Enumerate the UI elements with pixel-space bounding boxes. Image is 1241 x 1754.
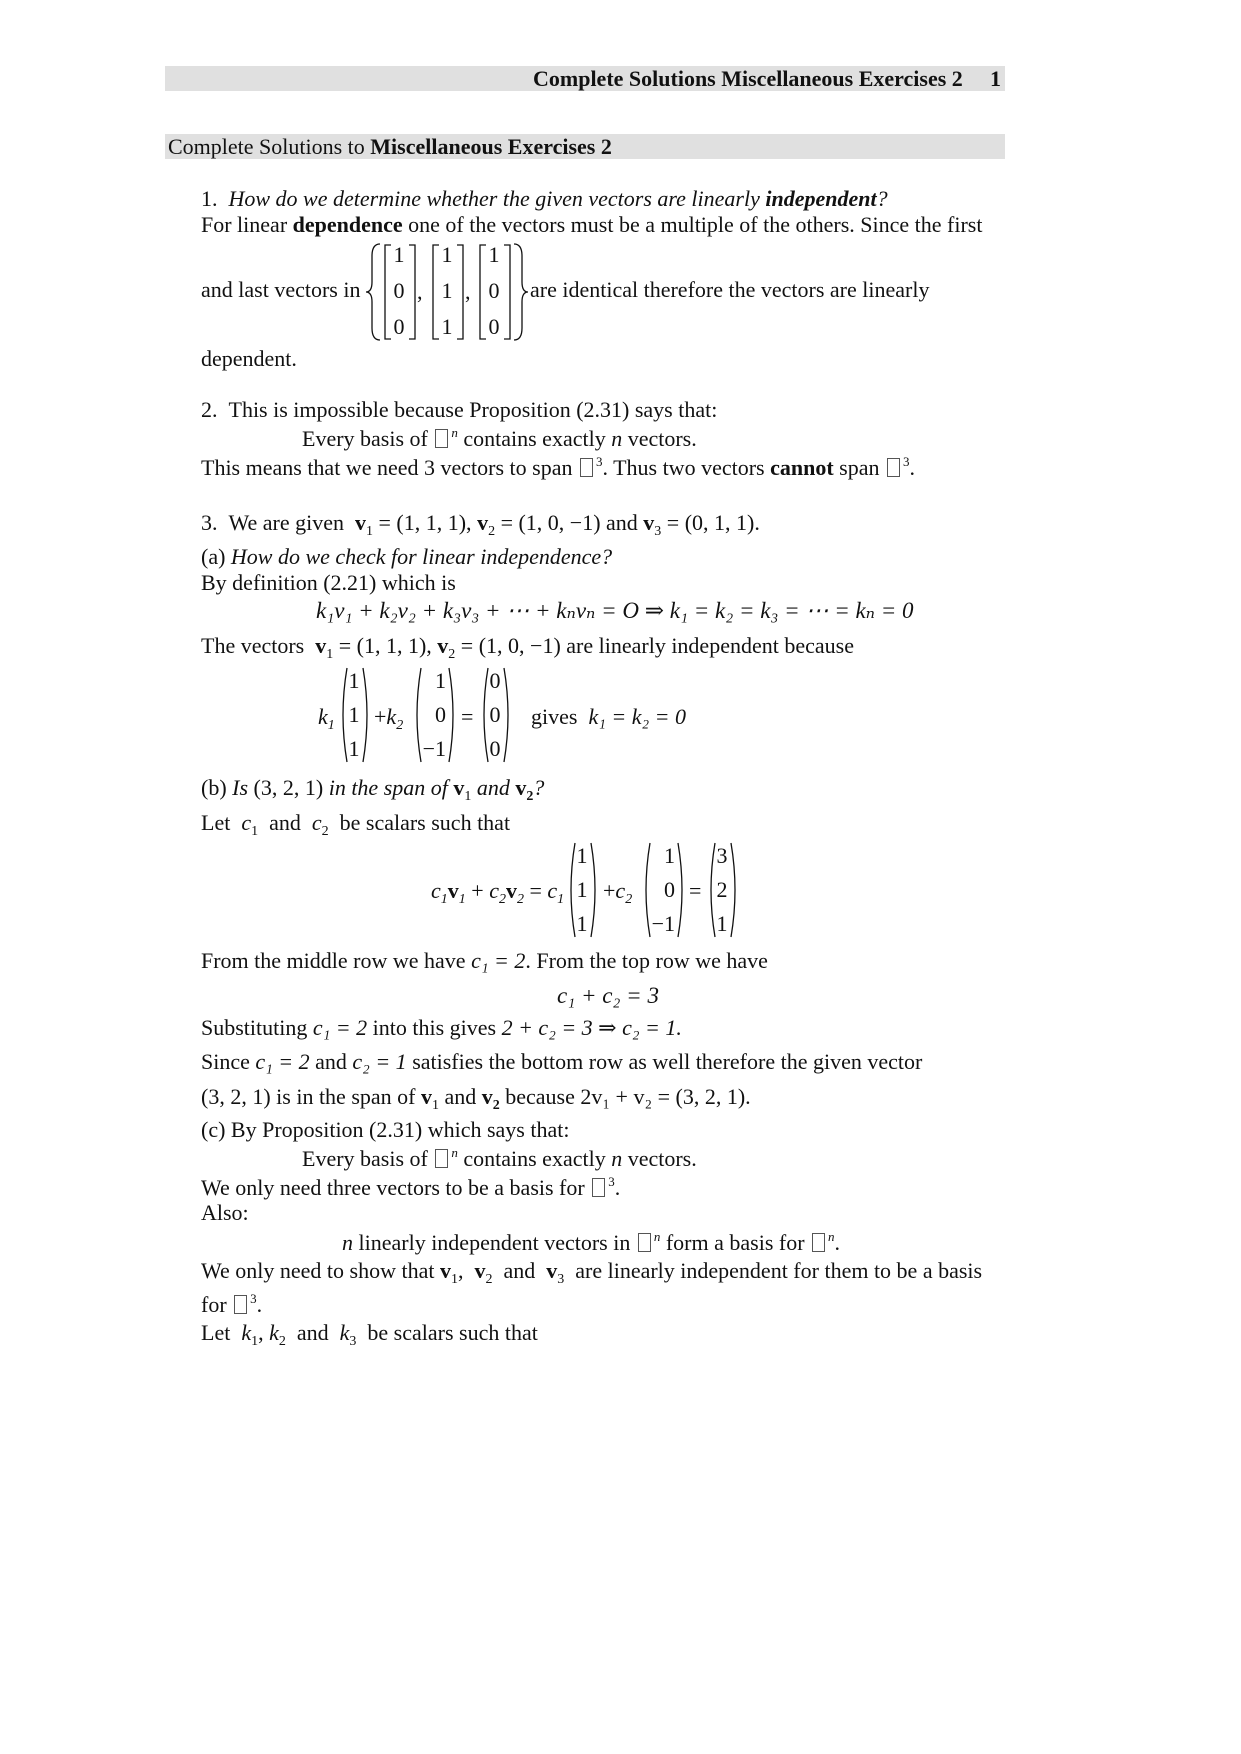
q3c-let-and: and — [296, 1320, 329, 1345]
q3b-comb-vec-b-e2: 0 — [664, 877, 675, 902]
page-number: 1 — [990, 66, 1001, 91]
q3b-subst-a: Substituting — [201, 1015, 308, 1040]
q3-gives — [531, 704, 686, 730]
q3b-subst-b: into this gives — [372, 1015, 497, 1040]
q3-indep-paren-r3 — [503, 667, 513, 763]
q1-comma-2: , — [465, 279, 471, 304]
real-numbers-symbol — [887, 458, 900, 477]
q1-question — [201, 186, 888, 212]
q1-set-brace-left — [368, 242, 382, 342]
q3-indep-vec-zero-e2: 0 — [489, 702, 501, 727]
q1-line1-c: one of the vectors must be a multiple of the others. Since the first — [402, 212, 983, 237]
q3b-span-and: and — [444, 1084, 477, 1109]
q1-vec3-e2: 0 — [488, 278, 500, 303]
q1-vec1 — [390, 244, 408, 338]
q3b-comb-lhs: $c_1v_1 + c_2v_2 = c_1$ — [431, 878, 565, 907]
q3c-n-linear-a: linearly independent vectors in — [353, 1230, 636, 1255]
q3c-n-linear-c: . — [834, 1230, 841, 1255]
q3-indep-vec-b-e1: 1 — [435, 668, 446, 693]
q3a-question-text: How do we check for linear independence? — [230, 544, 613, 569]
q2-quote-sup-n: n — [451, 425, 458, 440]
q3-definition-equation: k₁v₁ + k₂v₂ + k₃v₃ + ⋯ + kₙvₙ = O ⇒ k₁ = k₂ = k₃ = ⋯ = kₙ = 0 — [316, 598, 914, 623]
q1-number: 1. — [201, 186, 218, 211]
q3-vectors-v1-value: = (1, 1, 1), — [338, 633, 432, 658]
q3b-comb-vec-a-e1: 1 — [576, 843, 588, 868]
q1-vec1-e1: 1 — [393, 242, 405, 267]
q3b-span-v1: v — [420, 1084, 432, 1109]
q3c-need3 — [201, 1175, 620, 1201]
q2-line3-a: This means that we need 3 vectors to span — [201, 455, 578, 480]
q1-set-brace-right — [512, 242, 526, 342]
q3-k1-coef: $k_1$ — [318, 704, 335, 733]
section-title-bold: Miscellaneous Exercises 2 — [370, 134, 612, 159]
q3-given-text: We are given — [228, 510, 344, 535]
q3c-for — [201, 1292, 262, 1318]
q2-quote-b: contains exactly — [457, 426, 612, 451]
q3-indep-paren-r1 — [362, 667, 372, 763]
q3-vectors-v1: v — [315, 633, 327, 658]
q3c-n-linear-sup2: n — [828, 1229, 835, 1244]
q3b-since-b: satisfies the bottom row as well therefore the given vector — [412, 1049, 923, 1074]
q3c-quote-n: n — [611, 1146, 623, 1171]
q3b-top-equation: c₁ + c₂ = 3 — [557, 983, 659, 1008]
q3-k2-coef: $+k_2$ — [374, 704, 404, 733]
q3b-let-line: Let $c_1$ and $c_2$ be scalars such that — [201, 810, 511, 839]
q3b-comb-paren-r1 — [590, 842, 600, 938]
q3b-label: (b) — [201, 775, 227, 800]
q3c-quote — [302, 1146, 697, 1172]
q3-vectors-v2-value: = (1, 0, −1) — [460, 633, 561, 658]
q3c-quote-sup-n: n — [451, 1145, 458, 1160]
q1-question-bold: independent — [765, 186, 877, 211]
q3b-subst-eq2: 2 + c₂ = 3 ⇒ c₂ = 1. — [501, 1015, 682, 1040]
q3c-line: (c) By Proposition (2.31) which says that: — [201, 1117, 570, 1142]
q3c-let: Let — [201, 1320, 231, 1345]
q2-quote-c: vectors. — [622, 426, 697, 451]
q3-gives-equation: k₁ = k₂ = 0 — [588, 704, 686, 729]
q3c-need3-sup: 3 — [608, 1174, 615, 1189]
q2-number: 2. — [201, 397, 218, 422]
q3b-span-tuple: (3, 2, 1) — [201, 1084, 271, 1109]
q3b-middle-row — [201, 948, 768, 974]
q3b-let-c1: c — [241, 810, 252, 835]
q1-vec2-bracket-right — [456, 244, 464, 340]
q3c-let-k: Let $k_1$, $k_2$ and $k_3$ be scalars such that — [201, 1320, 538, 1349]
q3b-comb-vec-target — [712, 845, 732, 935]
q1-vec2-e1: 1 — [441, 242, 453, 267]
q2-quote-n: n — [611, 426, 623, 451]
q3c-quote-c: vectors. — [622, 1146, 697, 1171]
q3b-comb-vec-b-e3: −1 — [651, 911, 675, 936]
q3b-comb-paren-r2 — [677, 842, 687, 938]
q3b-comb-equals: = — [689, 878, 702, 903]
q3c-also: Also: — [201, 1200, 249, 1225]
q3-given: 3. We are given $v_1 = (1$, 1, 1), $v_2 = (1$, 0, −1) and $v_3 = (0$, 1, 1). — [201, 510, 760, 539]
real-numbers-symbol — [580, 458, 593, 477]
real-numbers-symbol — [812, 1233, 825, 1252]
q3-vectors-line-b: are linearly independent because — [566, 633, 854, 658]
q3c-show-and: and — [503, 1258, 536, 1283]
q3-indep-paren-r2 — [448, 667, 458, 763]
q3b-span-eq: 2v₁ + v₂ = (3, 2, 1). — [580, 1084, 751, 1109]
q3c-n-linear-n: n — [342, 1230, 353, 1255]
q3b-span-v2: v — [481, 1084, 493, 1109]
q1-vec2 — [438, 244, 456, 338]
q3c-n-linear — [342, 1230, 840, 1256]
q3b-comb-vec-a — [572, 845, 592, 935]
q3-v3-value: = (0, 1, 1). — [666, 510, 760, 535]
q3c-n-linear-b: form a basis for — [660, 1230, 811, 1255]
q3-v1-symbol: v — [355, 510, 366, 535]
q1-question-mark: ? — [876, 186, 888, 211]
q1-line2-b: are identical therefore the vectors are linearly — [530, 277, 930, 302]
q3-indep-vec-a-e1: 1 — [348, 668, 360, 693]
q1-vec1-bracket-right — [408, 244, 416, 340]
q3-vectors-line: The vectors $v_1 = (1$, 1, 1), $v_2 = (1$, 0, −1) are linearly independent because — [201, 633, 854, 662]
q3b-q-v1: v — [453, 775, 465, 800]
q3b-middle-eq: c₁ = 2 — [471, 948, 526, 973]
q3b-middle-text: From the middle row we have — [201, 948, 466, 973]
q3b-q-tuple: (3, 2, 1) — [253, 775, 324, 800]
q3b-since-a: Since — [201, 1049, 250, 1074]
q3c-show-a: We only need to show that — [201, 1258, 435, 1283]
q3-indep-vec-b — [420, 670, 446, 760]
q3b-q-mark: ? — [533, 775, 545, 800]
q3b-comb-vec-a-e3: 1 — [576, 911, 588, 936]
q3b-question: (b) Is (3, 2, 1) in the span of $v_1$ and $v_2$? — [201, 775, 545, 804]
q2-quote-a: Every basis of — [302, 426, 434, 451]
q1-vec3-e1: 1 — [488, 242, 500, 267]
q3c-show-v2: v — [474, 1258, 486, 1283]
q1-line2-a: and last vectors in — [201, 277, 361, 302]
q3c-let-rest: be scalars such that — [367, 1320, 538, 1345]
q3b-span-a: is in the span of — [276, 1084, 416, 1109]
q1-vec3 — [485, 244, 503, 338]
q3-indep-vec-b-e3: −1 — [422, 736, 446, 761]
q3-indep-equals: = — [461, 704, 474, 729]
q3c-show: We only need to show that $v_1$, $v_2$ and $v_3$ are linearly independent for them to be a basis — [201, 1258, 983, 1287]
q1-line3: dependent. — [201, 346, 297, 371]
q3b-comb-vec-b — [649, 845, 675, 935]
q3c-for-a: for — [201, 1292, 233, 1317]
q3b-let-and: and — [269, 810, 301, 835]
real-numbers-symbol — [592, 1178, 605, 1197]
q3-gives-text: gives — [531, 704, 578, 729]
q3-indep-vec-a-e2: 1 — [348, 702, 360, 727]
q1-vec1-e3: 0 — [393, 314, 405, 339]
q3b-subst-eq1: c₁ = 2 — [312, 1015, 368, 1040]
q3b-comb-vec-a-e2: 1 — [576, 877, 588, 902]
q3-indep-vec-a — [344, 670, 364, 760]
q3a-label: (a) — [201, 544, 226, 569]
q3b-span-line: (3, 2, 1) is in the span of $v_1$ and $v_2$ because 2v₁ + v₂ = (3, 2, 1). — [201, 1084, 751, 1113]
q3b-comb-vec-target-e1: 3 — [716, 843, 728, 868]
q3c-show-v1: v — [439, 1258, 451, 1283]
q2-line1-text: This is impossible because Proposition (2.31) says that: — [228, 397, 718, 422]
section-title-prefix: Complete Solutions to — [168, 134, 371, 159]
q3-v2-symbol: v — [477, 510, 489, 535]
q3b-let: Let — [201, 810, 231, 835]
q3-indep-vec-zero-e3: 0 — [489, 736, 501, 761]
q3b-comb-c2: $+c_2$ — [603, 878, 633, 907]
real-numbers-symbol — [435, 429, 448, 448]
q3b-let-c2: c — [311, 810, 322, 835]
q2-line3-b: . Thus two vectors — [602, 455, 771, 480]
q2-line3-d: span — [833, 455, 885, 480]
q3b-q-b: in the span of — [328, 775, 448, 800]
q2-line3-sup-3: 3 — [595, 454, 603, 469]
q3b-comb-vec-target-e2: 2 — [716, 877, 728, 902]
q3b-q-v2: v — [515, 775, 527, 800]
q3-v1-value: = (1, 1, 1), — [378, 510, 472, 535]
q3b-comb-paren-r3 — [730, 842, 740, 938]
q2-line3-e: . — [909, 455, 915, 480]
q1-vec1-e2: 0 — [393, 278, 405, 303]
q3-vectors-v2: v — [437, 633, 449, 658]
q3b-since-and: and — [315, 1049, 347, 1074]
q1-line1-bold: dependence — [292, 212, 403, 237]
q2-quote — [302, 426, 697, 452]
q3c-quote-b: contains exactly — [457, 1146, 612, 1171]
q3-given-and: and — [606, 510, 638, 535]
q3c-for-sup: 3 — [250, 1291, 257, 1306]
q2-line3-sup-3b: 3 — [903, 454, 910, 469]
q1-vec3-e3: 0 — [488, 314, 500, 339]
q3b-since-eq2: c₂ = 1 — [352, 1049, 407, 1074]
q3-definition-line: By definition (2.21) which is — [201, 570, 456, 595]
q3-v3-symbol: v — [643, 510, 655, 535]
q3-v2-value: = (1, 0, −1) — [500, 510, 601, 535]
q3b-q-and: and — [476, 775, 510, 800]
q3-indep-vec-zero-e1: 0 — [489, 668, 501, 693]
q3-indep-vec-b-e2: 0 — [435, 702, 446, 727]
q3b-span-b: because — [505, 1084, 575, 1109]
q3b-let-rest: be scalars such that — [339, 810, 511, 835]
q3-number: 3. — [201, 510, 218, 535]
q1-vec3-bracket-right — [503, 244, 511, 340]
real-numbers-symbol — [234, 1295, 247, 1314]
real-numbers-symbol — [435, 1149, 448, 1168]
q3b-since-eq1: c₁ = 2 — [255, 1049, 310, 1074]
q1-vec2-e3: 1 — [441, 314, 453, 339]
q3c-n-linear-sup1: n — [653, 1229, 661, 1244]
q2-line1 — [201, 397, 717, 423]
q1-comma-1: , — [417, 279, 423, 304]
q3c-show-v3: v — [546, 1258, 558, 1283]
q3-indep-vec-zero — [485, 670, 505, 760]
q3b-comb-vec-b-e1: 1 — [664, 843, 675, 868]
q3b-substituting — [201, 1015, 682, 1041]
q3c-for-b: . — [256, 1292, 263, 1317]
q3b-since — [201, 1049, 922, 1075]
q3c-show-c: are linearly independent for them to be a basis — [575, 1258, 983, 1283]
q3-indep-vec-a-e3: 1 — [348, 736, 360, 761]
q3b-q-a: Is — [232, 775, 249, 800]
q3c-need3-a: We only need three vectors to be a basis for — [201, 1175, 591, 1200]
section-title — [168, 134, 612, 160]
q1-line1 — [201, 212, 982, 238]
q3c-need3-b: . — [614, 1175, 621, 1200]
q1-line1-a: For linear — [201, 212, 293, 237]
q3b-comb-vec-target-e3: 1 — [716, 911, 728, 936]
running-header-title: Complete Solutions Miscellaneous Exercises 2 — [533, 66, 963, 91]
q2-line3 — [201, 455, 915, 481]
q3-vectors-line-a: The vectors — [201, 633, 305, 658]
q3c-quote-a: Every basis of — [302, 1146, 434, 1171]
q2-line3-bold: cannot — [770, 455, 834, 480]
q3b-middle-rest: . From the top row we have — [525, 948, 768, 973]
q3a-question — [201, 544, 612, 570]
q1-question-text: How do we determine whether the given vectors are linearly — [228, 186, 766, 211]
q1-vec2-e2: 1 — [441, 278, 453, 303]
real-numbers-symbol — [638, 1233, 651, 1252]
